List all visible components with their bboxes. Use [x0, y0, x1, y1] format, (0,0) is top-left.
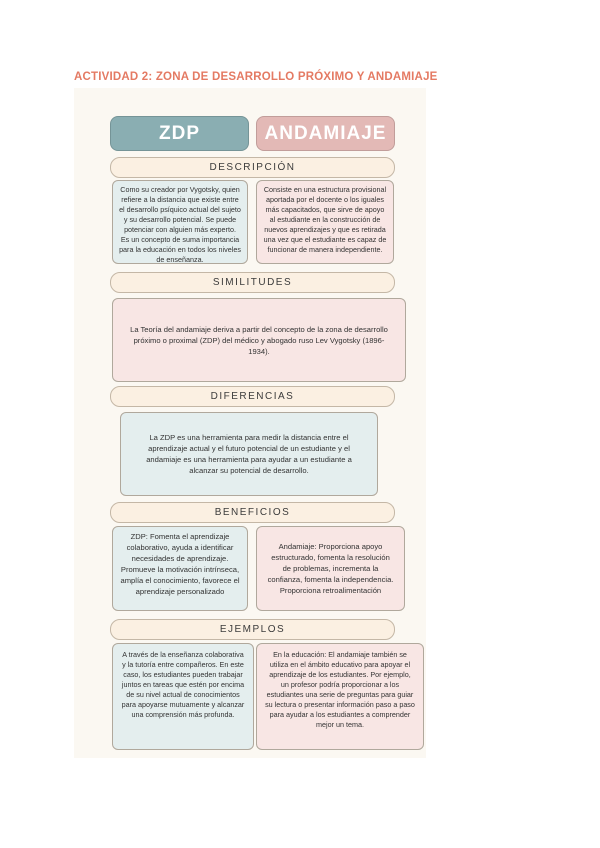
ejemplos-zdp-box: A través de la enseñanza colaborativa y la tutoría entre compañeros. En este caso, los estudiantes pueden trabajar juntos en tareas que estén por encima de su nivel actual de conocimientos para apoyarse mutuamente y alcanzar una comprensión más profunda. — [112, 643, 254, 750]
page-title: ACTIVIDAD 2: ZONA DE DESARROLLO PRÓXIMO Y ANDAMIAJE — [74, 71, 438, 83]
beneficios-bar: BENEFICIOS — [110, 502, 395, 523]
descripcion-zdp-box: Como su creador por Vygotsky, quien refiere a la distancia que existe entre el desarrollo psíquico actual del sujeto y su desarrollo potencial. Se puede potenciar con alguien más experto. Es un concepto de suma importancia para la educación en todos los niveles de enseñanza. — [112, 180, 248, 264]
diferencias-bar: DIFERENCIAS — [110, 386, 395, 407]
ejemplos-bar: EJEMPLOS — [110, 619, 395, 640]
similitudes-box: La Teoría del andamiaje deriva a partir del concepto de la zona de desarrollo próximo o proximal (ZDP) del médico y abogado ruso Lev Vygotsky (1896-1934). — [112, 298, 406, 382]
similitudes-bar: SIMILITUDES — [110, 272, 395, 293]
descripcion-bar: DESCRIPCIÓN — [110, 157, 395, 178]
zdp-header: ZDP — [110, 116, 249, 151]
diferencias-box: La ZDP es una herramienta para medir la distancia entre el aprendizaje actual y el futuro potencial de un estudiante y el andamiaje es una herramienta para ayudar a un estudiante a alcanzar su potencial de desarrollo. — [120, 412, 378, 496]
andamiaje-header: ANDAMIAJE — [256, 116, 395, 151]
descripcion-andamiaje-box: Consiste en una estructura provisional aportada por el docente o los iguales más capacitados, que sirve de apoyo al estudiante en la construcción de nuevos aprendizajes y que es retirada una vez que el estudiante es capaz de funcionar de manera independiente. — [256, 180, 394, 264]
beneficios-zdp-box: ZDP: Fomenta el aprendizaje colaborativo, ayuda a identificar necesidades de aprendizaje. Promueve la motivación intrínseca, amplía el conocimiento, favorece el aprendizaje personalizado — [112, 526, 248, 611]
ejemplos-andamiaje-box: En la educación: El andamiaje también se utiliza en el ámbito educativo para apoyar el aprendizaje de los estudiantes. Por ejemplo, un profesor podría proporcionar a los estudiantes una serie de preguntas para guiar su lectura o presentar información paso a paso para ayudar a los estudiantes a comprender mejor un tema. — [256, 643, 424, 750]
beneficios-andamiaje-box: Andamiaje: Proporciona apoyo estructurado, fomenta la resolución de problemas, incrementa la confianza, fomenta la independencia. Proporciona retroalimentación — [256, 526, 405, 611]
